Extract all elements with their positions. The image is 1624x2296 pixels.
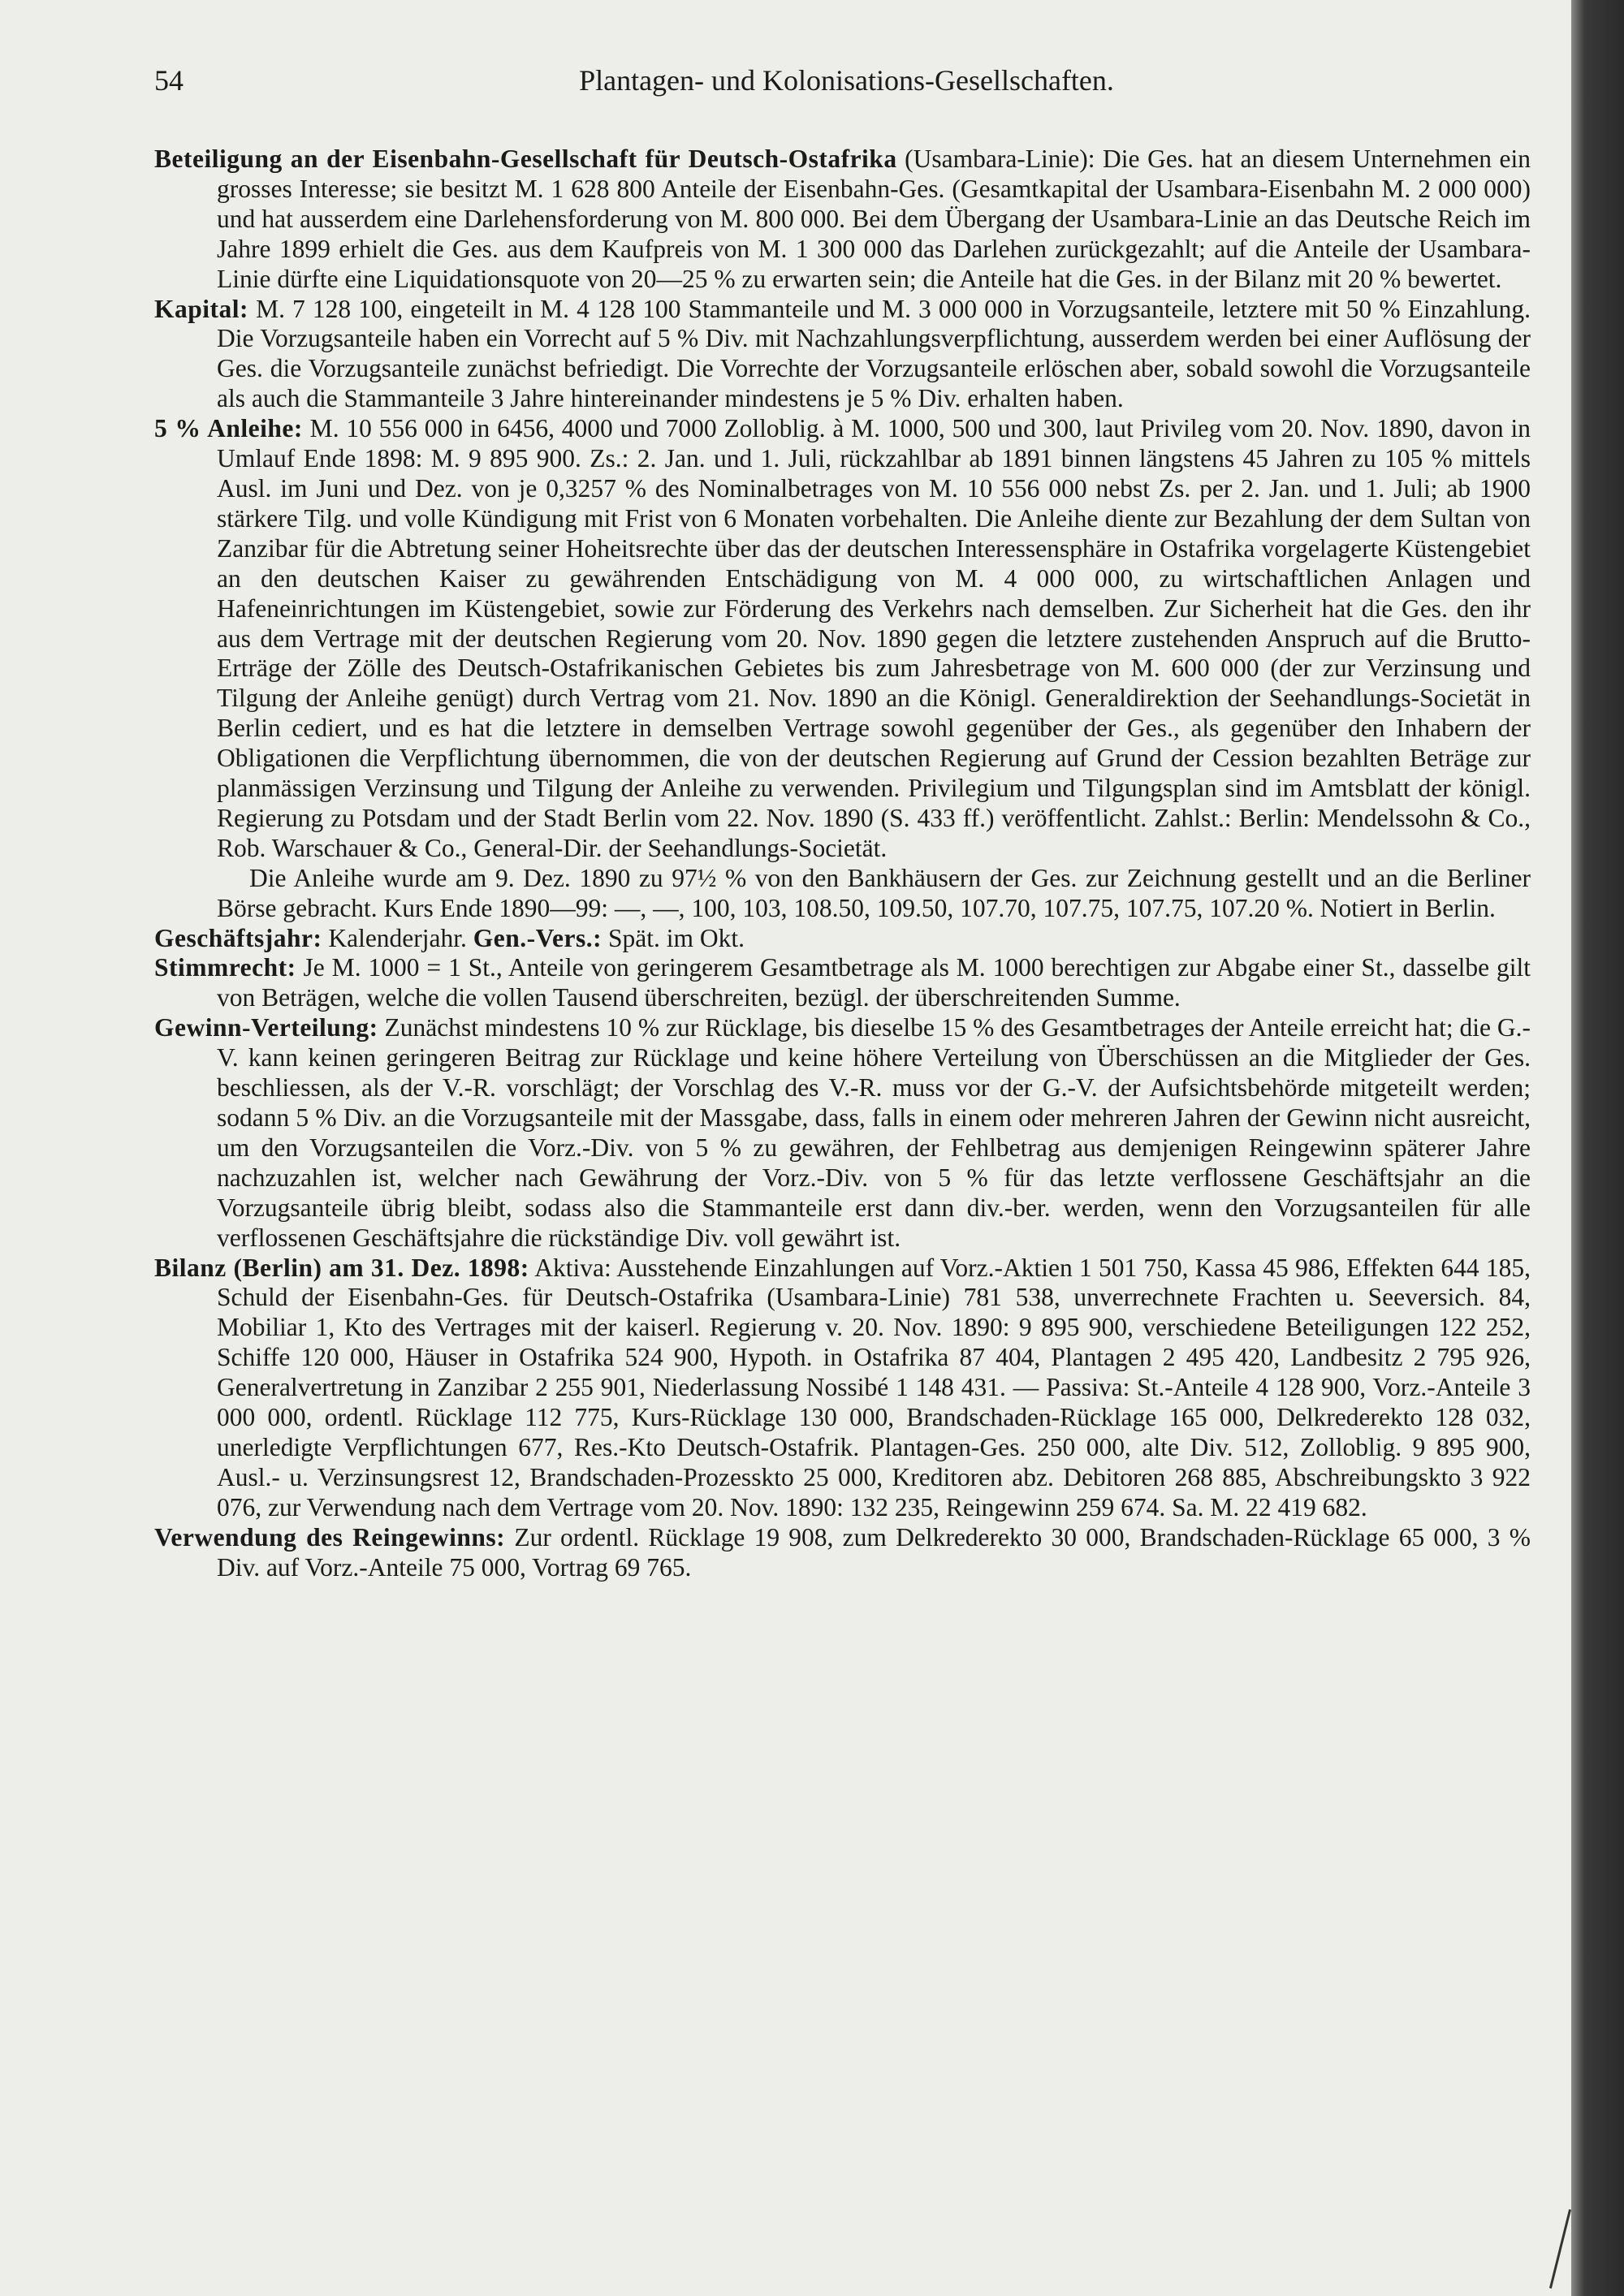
entry-text: M. 10 556 000 in 6456, 4000 und 7000 Zolloblig. à M. 1000, 500 und 300, laut Privileg vom 20. Nov. 1890, davon in Umlauf Ende 1898: M. 9 895 900. Zs.: 2. Jan. und 1. Juli, rückzahlbar ab 1891 binnen längstens 45 Jahren zu 105 % mittels Ausl. im Juni und Dez. von je 0,3257 % des Nominalbetrages von M. 10 556 000 nebst Zs. per 2. Jan. und 1. Juli; ab 1900 stärkere Tilg. und volle Kündigung mit Frist von 6 Monaten vorbehalten. Die Anleihe diente zur Bezahlung der dem Sultan von Zanzibar für die Abtretung seiner Hoheitsrechte über das der deutschen Interessensphäre in Ostafrika vorgelagerte Küstengebiet an den deutschen Kaiser zu gewährenden Entschädigung von M. 4 000 000, zu wirtschaftlichen Anlagen und Hafeneinrichtungen im Küstengebiet, sowie zur Förderung des Verkehrs nach demselben. Zur Sicherheit hat die Ges. den ihr aus dem Vertrage mit der deutschen Regierung vom 20. Nov. 1890 gegen die letztere zustehenden Anspruch auf die Brutto-Erträge der Zölle des Deutsch-Ostafrikanischen Gebietes bis zum Jahresbetrage von M. 600 000 (der zur Verzinsung und Tilgung der Anleihe genügt) durch Vertrag vom 21. Nov. 1890 an die Königl. Generaldirektion der Seehandlungs-Societät in Berlin cediert, und es hat die letztere in demselben Vertrage sowohl gegenüber der Ges., als gegenüber den Inhabern der Obligationen die Verpflichtung übernommen, die von der deutschen Regierung auf Grund der Cession bezahlten Beträge zur planmässigen Verzinsung und Tilgung der Anleihe zu verwenden. Privilegium und Tilgungsplan sind im Amtsblatt der königl. Regierung zu Potsdam und der Stadt Berlin vom 22. Nov. 1890 (S. 433 ff.) veröffentlicht. Zahlst.: Berlin: Mendelssohn & Co., Rob. Warschauer & Co., General-Dir. der Seehandlungs-Societät. — [217, 414, 1531, 862]
entry-text: Aktiva: Ausstehende Einzahlungen auf Vorz.-Aktien 1 501 750, Kassa 45 986, Effekten 644 185, Schuld der Eisenbahn-Ges. für Deutsch-Ostafrika (Usambara-Linie) 781 538, unverrechnete Frachten u. Seeversich. 84, Mobiliar 1, Kto des Vertrages mit der kaiserl. Regierung v. 20. Nov. 1890: 9 895 900, verschiedene Beteiligungen 122 252, Schiffe 120 000, Häuser in Ostafrika 524 900, Hypoth. in Ostafrika 87 404, Plantagen 2 495 420, Landbesitz 2 795 926, Generalvertretung in Zanzibar 2 255 901, Niederlassung Nossibé 1 148 431. — Passiva: St.-Anteile 4 128 900, Vorz.-Anteile 3 000 000, ordentl. Rücklage 112 775, Kurs-Rücklage 130 000, Brandschaden-Rücklage 165 000, Delkrederekto 128 032, unerledigte Verpflichtungen 677, Res.-Kto Deutsch-Ostafrik. Plantagen-Ges. 250 000, alte Div. 512, Zolloblig. 9 895 900, Ausl.- u. Verzinsungsrest 12, Brandschaden-Prozesskto 25 000, Kreditoren abz. Debitoren 268 885, Abschreibungskto 3 922 076, zur Verwendung nach dem Vertrage vom 20. Nov. 1890: 132 235, Reingewinn 259 674. Sa. M. 22 419 682. — [217, 1253, 1531, 1521]
entry-text: Je M. 1000 = 1 St., Anteile von geringerem Gesamtbetrage als M. 1000 berechtigen zur Abgabe einer St., dasselbe gilt von Beträgen, welche die vollen Tausend überschreiten, bezügl. der überschreitenden Summe. — [217, 953, 1531, 1012]
entry-label: Kapital: — [154, 294, 249, 323]
scan-binding-edge — [1571, 0, 1624, 2296]
page-header — [154, 63, 1482, 112]
entry-beteiligung — [154, 145, 1531, 295]
entry-anleihe — [154, 414, 1531, 864]
entry-geschaeftsjahr — [154, 924, 1531, 954]
entry-verwendung — [154, 1523, 1531, 1583]
entry-label: Bilanz (Berlin) am 31. Dez. 1898: — [154, 1253, 529, 1282]
entry-text: Kalenderjahr. — [322, 923, 473, 952]
entry-text: (Usambara-Linie): Die Ges. hat an diesem Unternehmen ein grosses Interesse; sie besitzt M. 1 628 800 Anteile der Eisenbahn-Ges. (Gesamtkapital der Usambara-Eisenbahn M. 2 000 000) und hat ausserdem eine Darlehensforderung von M. 800 000. Bei dem Übergang der Usambara-Linie an das Deutsche Reich im Jahre 1899 erhielt die Ges. aus dem Kaufpreis von M. 1 300 000 das Darlehen zurückgezahlt; auf die Anteile der Usambara-Linie dürfte eine Liquidationsquote von 20—25 % zu erwarten sein; die Anteile hat die Ges. in der Bilanz mit 20 % bewertet. — [217, 145, 1531, 293]
entry-label: Gewinn-Verteilung: — [154, 1013, 378, 1042]
document-body — [154, 145, 1531, 1583]
entry-text: Zur ordentl. Rücklage 19 908, zum Delkrederekto 30 000, Brandschaden-Rücklage 65 000, 3 % Div. auf Vorz.-Anteile 75 000, Vortrag 69 765. — [217, 1522, 1531, 1582]
entry-bilanz — [154, 1254, 1531, 1523]
page-number: 54 — [154, 64, 184, 97]
entry-text: Zunächst mindestens 10 % zur Rücklage, bis dieselbe 15 % des Gesamtbetrages der Anteile erreicht hat; die G.-V. kann keinen geringeren Beitrag zur Rücklage und keine höhere Verteilung von Überschüssen an die Mitglieder der Ges. beschliessen, als der V.-R. vorschlägt; der Vorschlag des V.-R. muss vor der G.-V. der Aufsichtsbehörde mitgeteilt werden; sodann 5 % Div. an die Vorzugsanteile mit der Massgabe, dass, falls in einem oder mehreren Jahren der Gewinn nicht ausreicht, um den Vorzugsanteilen die Vorz.-Div. von 5 % zu gewähren, der Fehlbetrag aus demjenigen Reingewinn späterer Jahre nachzuzahlen ist, welcher nach Gewährung der Vorz.-Div. von 5 % für das letzte verflossene Geschäftsjahr an die Vorzugsanteile übrig bleibt, sodass also die Stammanteile erst dann div.-ber. werden, wenn den Vorzugsanteilen für alle verflossenen Geschäftsjahre die rückständige Div. voll gewährt ist. — [217, 1013, 1531, 1252]
entry-gewinn-verteilung — [154, 1013, 1531, 1253]
entry-label: Stimmrecht: — [154, 953, 296, 982]
entry-label: 5 % Anleihe: — [154, 414, 303, 443]
entry-text: M. 7 128 100, eingeteilt in M. 4 128 100 Stammanteile und M. 3 000 000 in Vorzugsanteile, letztere mit 50 % Einzahlung. Die Vorzugsanteile haben ein Vorrecht auf 5 % Div. mit Nachzahlungsverpflichtung, ausserdem werden bei einer Auflösung der Ges. die Vorzugsanteile zunächst befriedigt. Die Vorrechte der Vorzugsanteile erlöschen aber, sobald sowohl die Vorzugsanteile als auch die Stammanteile 3 Jahre hintereinander mindestens je 5 % Div. erhalten haben. — [217, 294, 1531, 413]
entry-label: Geschäftsjahr: — [154, 923, 322, 952]
entry-kapital — [154, 295, 1531, 415]
entry-text: Spät. im Okt. — [602, 923, 745, 952]
running-title: Plantagen- und Kolonisations-Gesellschaften. — [579, 64, 1114, 97]
entry-label: Beteiligung an der Eisenbahn-Gesellschaft für Deutsch-Ostafrika — [154, 145, 897, 173]
entry-anleihe-paragraph-2: Die Anleihe wurde am 9. Dez. 1890 zu 97½ % von den Bankhäusern der Ges. zur Zeichnung gestellt und an die Berliner Börse gebracht. Kurs Ende 1890—99: —, —, 100, 103, 108.50, 109.50, 107.70, 107.75, 107.75, 107.20 %. Notiert in Berlin. — [217, 863, 1531, 922]
entry-stimmrecht — [154, 953, 1531, 1013]
entry-label-gen-vers: Gen.-Vers.: — [473, 923, 603, 952]
entry-label: Verwendung des Reingewinns: — [154, 1522, 506, 1552]
